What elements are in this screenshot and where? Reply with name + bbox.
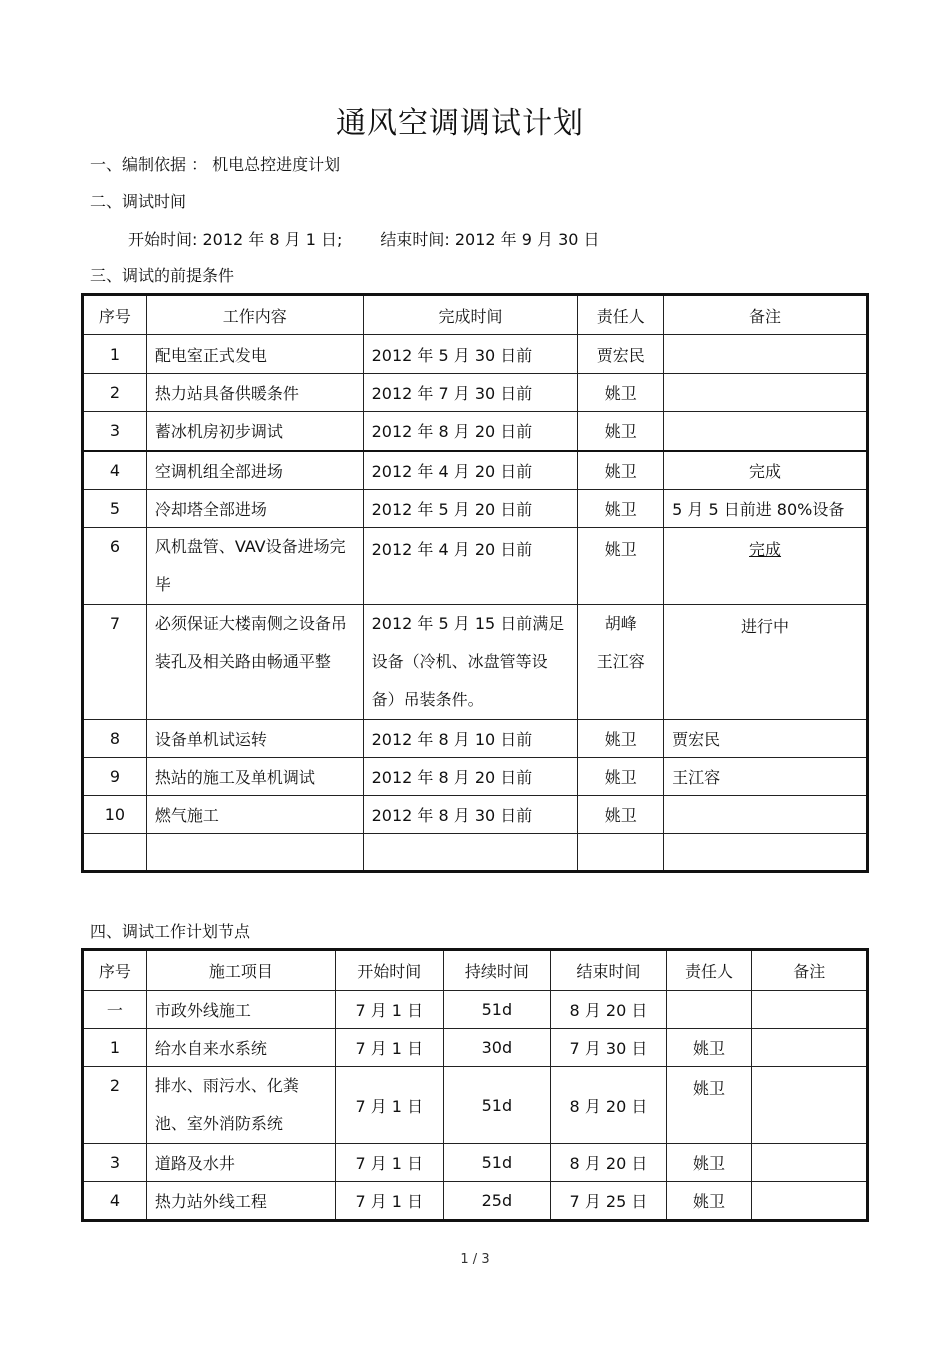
row-start: 7 月 1 日 [335, 1029, 443, 1067]
row-note [752, 1144, 868, 1182]
table-header-row [83, 295, 868, 335]
row-content: 必须保证大楼南侧之设备吊装孔及相关路由畅通平整 [146, 605, 363, 720]
row-end: 8 月 20 日 [551, 1067, 667, 1144]
table-row [83, 605, 868, 720]
row-note [752, 991, 868, 1029]
row-note [664, 412, 868, 451]
row-note-cell [664, 528, 868, 605]
table-row [83, 720, 868, 758]
row-content: 蓄冰机房初步调试 [146, 412, 363, 451]
row-content [146, 834, 363, 872]
row-number: 一 [83, 991, 147, 1029]
row-person: 姚卫 [666, 1029, 752, 1067]
row-person: 姚卫 [666, 1144, 752, 1182]
row-person [666, 991, 752, 1029]
row-duration: 30d [443, 1029, 551, 1067]
row-time: 2012 年 8 月 20 日前 [363, 412, 578, 451]
row-time: 2012 年 7 月 30 日前 [363, 374, 578, 412]
header-cell: 工作内容 [146, 295, 363, 335]
header-cell: 责任人 [666, 950, 752, 991]
row-number: 3 [83, 1144, 147, 1182]
table-row [83, 412, 868, 451]
table-row [83, 1029, 868, 1067]
row-content: 配电室正式发电 [146, 335, 363, 374]
row-note [752, 1067, 868, 1144]
row-note [664, 834, 868, 872]
row-duration: 51d [443, 1144, 551, 1182]
row-duration: 51d [443, 1067, 551, 1144]
row-number: 6 [83, 528, 147, 605]
table-row-empty [83, 834, 868, 872]
table-row [83, 1067, 868, 1144]
row-person: 姚卫 [578, 796, 664, 834]
row-person: 姚卫 [578, 720, 664, 758]
row-person: 贾宏民 [578, 335, 664, 374]
row-end: 8 月 20 日 [551, 1144, 667, 1182]
header-cell: 序号 [83, 950, 147, 991]
plan-nodes-table [81, 948, 869, 1222]
row-person: 姚卫 [666, 1182, 752, 1221]
row-person: 姚卫 [578, 528, 664, 605]
table-row [83, 335, 868, 374]
row-content: 燃气施工 [146, 796, 363, 834]
row-content: 热力站具备供暖条件 [146, 374, 363, 412]
row-item: 热力站外线工程 [146, 1182, 335, 1221]
row-person: 姚卫 [578, 374, 664, 412]
row-note: 5 月 5 日前进 80%设备 [664, 490, 868, 528]
row-item: 排水、雨污水、化粪池、室外消防系统 [146, 1067, 335, 1144]
row-time: 2012 年 8 月 10 日前 [363, 720, 578, 758]
row-start: 7 月 1 日 [335, 1144, 443, 1182]
row-note: 王江容 [664, 758, 868, 796]
row-number: 5 [83, 490, 147, 528]
row-start: 7 月 1 日 [335, 991, 443, 1029]
start-time: 开始时间: 2012 年 8 月 1 日; [128, 230, 343, 249]
row-time: 2012 年 4 月 20 日前 [363, 451, 578, 490]
header-cell: 备注 [752, 950, 868, 991]
row-item: 给水自来水系统 [146, 1029, 335, 1067]
row-item: 道路及水井 [146, 1144, 335, 1182]
row-time: 2012 年 8 月 30 日前 [363, 796, 578, 834]
table-row [83, 1144, 868, 1182]
debug-time-range [128, 227, 600, 250]
row-content: 空调机组全部进场 [146, 451, 363, 490]
header-cell: 施工项目 [146, 950, 335, 991]
row-end: 7 月 25 日 [551, 1182, 667, 1221]
row-person: 姚卫 [578, 451, 664, 490]
page-number: 1 / 3 [460, 1252, 490, 1267]
row-number: 1 [83, 335, 147, 374]
section-debug-time: 二、调试时间 [90, 192, 187, 211]
row-note [752, 1029, 868, 1067]
table-row [83, 796, 868, 834]
header-cell: 结束时间 [551, 950, 667, 991]
table-row [83, 528, 868, 605]
row-start: 7 月 1 日 [335, 1067, 443, 1144]
end-time: 结束时间: 2012 年 9 月 30 日 [380, 230, 600, 249]
row-number [83, 834, 147, 872]
row-person: 胡峰 王江容 [578, 605, 664, 720]
header-cell: 完成时间 [363, 295, 578, 335]
table-header-row [83, 950, 868, 991]
row-end: 7 月 30 日 [551, 1029, 667, 1067]
table-row [83, 758, 868, 796]
table-row [83, 374, 868, 412]
row-content: 热站的施工及单机调试 [146, 758, 363, 796]
row-number: 4 [83, 451, 147, 490]
table-row [83, 991, 868, 1029]
header-cell: 序号 [83, 295, 147, 335]
row-content: 设备单机试运转 [146, 720, 363, 758]
row-number: 10 [83, 796, 147, 834]
row-note: 完成 [749, 540, 782, 559]
header-cell: 持续时间 [443, 950, 551, 991]
header-cell: 开始时间 [335, 950, 443, 991]
row-note: 贾宏民 [664, 720, 868, 758]
row-person: 姚卫 [578, 412, 664, 451]
row-duration: 51d [443, 991, 551, 1029]
row-person: 姚卫 [578, 758, 664, 796]
row-number: 3 [83, 412, 147, 451]
row-content: 风机盘管、VAV设备进场完毕 [146, 528, 363, 605]
row-person [578, 834, 664, 872]
row-content: 冷却塔全部进场 [146, 490, 363, 528]
row-time: 2012 年 8 月 20 日前 [363, 758, 578, 796]
row-start: 7 月 1 日 [335, 1182, 443, 1221]
row-note [664, 796, 868, 834]
row-time: 2012 年 5 月 30 日前 [363, 335, 578, 374]
row-number: 2 [83, 1067, 147, 1144]
row-number: 2 [83, 374, 147, 412]
row-note [664, 374, 868, 412]
section-preconditions: 三、调试的前提条件 [90, 266, 235, 285]
document-title: 通风空调调试计划 [336, 106, 584, 141]
row-number: 4 [83, 1182, 147, 1221]
table-row [83, 490, 868, 528]
row-end: 8 月 20 日 [551, 991, 667, 1029]
row-duration: 25d [443, 1182, 551, 1221]
row-note: 完成 [664, 451, 868, 490]
row-note: 进行中 [664, 605, 868, 720]
row-number: 1 [83, 1029, 147, 1067]
row-number: 8 [83, 720, 147, 758]
header-cell: 备注 [664, 295, 868, 335]
row-time: 2012 年 5 月 20 日前 [363, 490, 578, 528]
row-time: 2012 年 4 月 20 日前 [363, 528, 578, 605]
row-note [752, 1182, 868, 1221]
row-person: 姚卫 [666, 1067, 752, 1144]
table-row [83, 451, 868, 490]
row-number: 9 [83, 758, 147, 796]
preconditions-table [81, 293, 869, 873]
row-person: 姚卫 [578, 490, 664, 528]
row-time [363, 834, 578, 872]
row-time: 2012 年 5 月 15 日前满足设备（冷机、冰盘管等设备）吊装条件。 [363, 605, 578, 720]
row-item: 市政外线施工 [146, 991, 335, 1029]
row-number: 7 [83, 605, 147, 720]
section-plan-nodes: 四、调试工作计划节点 [90, 922, 251, 941]
section-basis: 一、编制依据 ： 机电总控进度计划 [90, 155, 341, 174]
header-cell: 责任人 [578, 295, 664, 335]
table-row [83, 1182, 868, 1221]
row-note [664, 335, 868, 374]
